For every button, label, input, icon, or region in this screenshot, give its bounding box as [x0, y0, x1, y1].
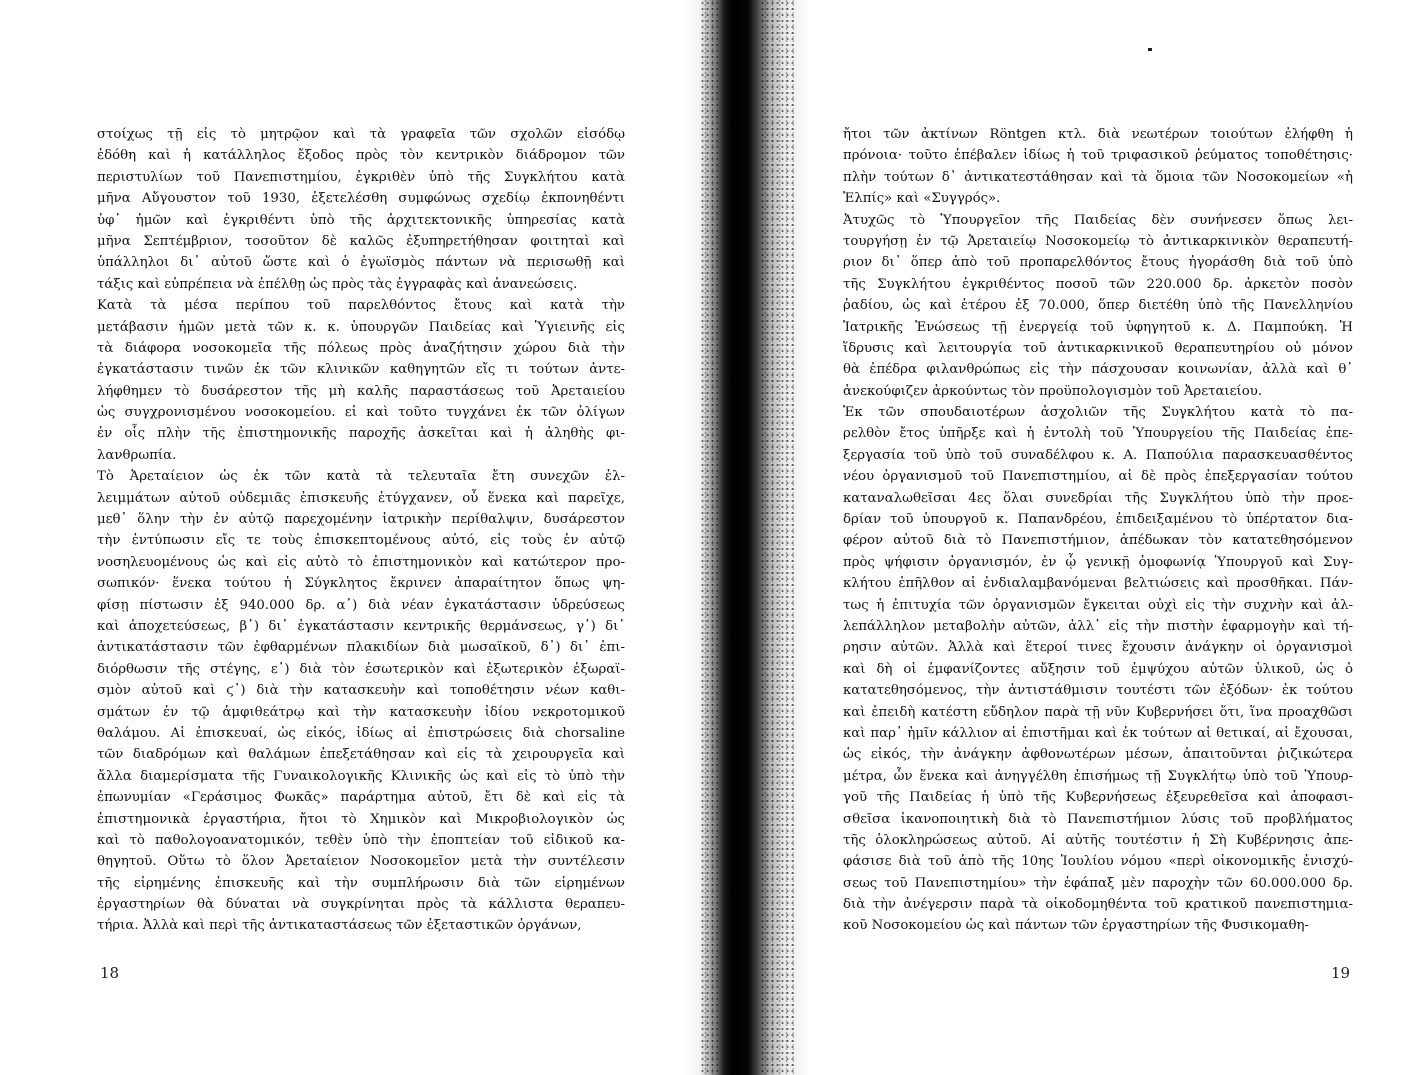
- text-line: καταναλωθεῖσαι 4ες ὅλαι συνεδρίαι τῆς Συγκλήτου ὑπὸ τὴν προε-: [843, 490, 1353, 506]
- text-line: τως ἡ ἐπιτυχία τῶν ὀργανισμῶν ἔγκειται οὐχὶ εἰς τὴν συχνὴν καὶ ἀλ-: [843, 597, 1353, 613]
- text-line: στοίχως τῇ εἰς τὸ μητρῷον καὶ τὰ γραφεῖα τῶν σχολῶν εἰσόδῳ: [97, 127, 625, 142]
- text-line: καὶ δὴ οἱ ἐμφανίζοντες αὔξησιν τοῦ ἐμψύχου αὐτῶν ὑλικοῦ, ὡς ὁ: [843, 661, 1353, 677]
- text-line: Ἐλπίς» καὶ «Συγγρός».: [843, 191, 1001, 207]
- right-page-number: 19: [1331, 964, 1351, 982]
- text-line: Κατὰ τὰ μέσα περίπου τοῦ παρελθόντος ἔτους καὶ κατὰ τὴν: [97, 298, 625, 314]
- text-line: πρόνοια· τοῦτο ἐπέβαλεν ἰδίως ἡ τοῦ τριφασικοῦ ῥεύματος τοποθέτησις·: [843, 148, 1353, 164]
- text-line: Ἀτυχῶς τὸ Ὑπουργεῖον τῆς Παιδείας δὲν συνήνεσεν ὅπως λει-: [843, 212, 1353, 228]
- text-line: ἐπωνυμίαν «Γεράσιμος Φωκᾶς» παράρτημα αὐτοῦ, ἔτι δὲ καὶ εἰς τὰ: [97, 790, 625, 806]
- text-line: μέτρα, ὧν ἕνεκα καὶ ἀνηγγέλθη ἐπισήμως τῇ Συγκλήτῳ ὑπὸ τοῦ Ὑπουρ-: [843, 768, 1353, 784]
- text-line: ὑπάλληλοι δι᾽ αὐτοῦ ὥστε καὶ ὁ ἐγωϊσμὸς πάντων νὰ περισωθῇ καὶ: [97, 255, 625, 271]
- text-line: ἀντικατάστασιν τῶν ἐφθαρμένων πλακιδίων διὰ μωσαϊκοῦ, δ᾽) δι᾽ ἐπι-: [97, 640, 625, 656]
- text-line: θὰ ἐπέδρα φιλανθρώπως εἰς τὴν πάσχουσαν κοινωνίαν, ἀλλὰ καὶ θ᾽: [843, 362, 1353, 378]
- gutter-scan-noise-right: [760, 0, 794, 1075]
- text-line: σμὸν αὐτοῦ καὶ ϛ᾽) διὰ τὴν κατασκευὴν καὶ τοποθέτησιν νέων καθι-: [97, 683, 625, 699]
- text-line: ῥαδίου, ὡς καὶ ἑτέρου ἐξ 70.000, ὅπερ διετέθη ὑπὸ τῆς Πανελληνίου: [843, 298, 1353, 314]
- left-page-text: [97, 124, 625, 937]
- text-line: Ἐκ τῶν σπουδαιοτέρων ἀσχολιῶν τῆς Συγκλήτου κατὰ τὸ πα-: [843, 405, 1353, 421]
- text-line: τὰ διάφορα νοσοκομεῖα τῆς πόλεως πρὸς ἀναζήτησιν χώρου διὰ τὴν: [97, 340, 625, 356]
- text-line: ρησιν αὐτῶν. Ἀλλὰ καὶ ἕτεροί τινες ἔχουσιν ἀνάγκην οἱ ὀργανισμοὶ: [843, 640, 1353, 656]
- text-line: διόρθωσιν τῆς στέγης, ε᾽) διὰ τὸν ἐσωτερικὸν καὶ ἐξωτερικὸν ἐξωραϊ-: [97, 661, 625, 677]
- text-line: σωπικόν· ἕνεκα τούτου ἡ Σύγκλητος ἔκρινεν ἀπαραίτητον ὅπως ψη-: [97, 576, 625, 592]
- text-line: κατατεθησόμενος, τὴν ἀντιστάθμισιν τουτέστι τῶν ἐξόδων· ἐκ τούτου: [843, 683, 1353, 699]
- text-line: νοσηλευομένους ὡς καὶ εἰς αὐτὸ τὸ ἐπιστημονικὸν καὶ κατώτερον προ-: [97, 554, 625, 570]
- text-line: ρελθὸν ἔτος ὑπῆρξε καὶ ἡ ἐντολὴ τοῦ Ὑπουργείου τῆς Παιδείας ἐπε-: [843, 426, 1353, 442]
- text-line: ἤτοι τῶν ἀκτίνων Röntgen κτλ. διὰ νεωτέρων τοιούτων ἐλήφθη ἡ: [843, 127, 1353, 142]
- text-line: θηγητοῦ. Οὕτω τὸ ὅλον Ἀρεταίειον Νοσοκομεῖον μετὰ τὴν συντέλεσιν: [97, 854, 625, 870]
- text-line: μῆνα Αὔγουστον τοῦ 1930, ἐξετελέσθη συμφώνως σχεδίῳ ἐκπονηθέντι: [97, 191, 625, 207]
- text-line: τὴν ἐντύπωσιν εἴς τε τοὺς ἐπισκεπτομένους αὐτό, εἰς τοὺς ἐν αὐτῷ: [97, 533, 625, 549]
- right-page-text: [843, 124, 1353, 937]
- text-line: τῆς Συγκλήτου ἐγκριθέντος ποσοῦ τῶν 220.000 δρ. ἀρκετὸν ποσὸν: [843, 276, 1353, 292]
- text-line: καὶ ἐπειδὴ κατέστη εὔδηλον παρὰ τῇ νῦν Κυβερνήσει ὅτι, ἵνα προαχθῶσι: [843, 704, 1353, 720]
- text-line: λεπάλληλον μεταβολὴν αὐτῶν, ἀλλ᾽ εἰς τὴν πιστὴν ἐφαρμογὴν καὶ τή-: [843, 618, 1353, 634]
- text-line: μετάβασιν ἡμῶν μετὰ τῶν κ. κ. ὑπουργῶν Παιδείας καὶ Ὑγιεινῆς εἰς: [97, 319, 625, 335]
- text-line: τῆς εἰρημένης ἐπισκευῆς καὶ τὴν συμπλήρωσιν διὰ τῶν εἰρημένων: [97, 875, 625, 891]
- text-line: περιστυλίων τοῦ Πανεπιστημίου, ἐγκριθὲν ὑπὸ τῆς Συγκλήτου κατὰ: [97, 169, 625, 185]
- text-line: φέρον αὐτοῦ διὰ τὸ Πανεπιστήμιον, ἀπέδωκαν τὸν κατατεθησόμενον: [843, 533, 1353, 549]
- text-line: ὡς συγχρονισμένου νοσοκομείου. εἰ καὶ τοῦτο τυγχάνει ἐκ τῶν ὀλίγων: [97, 405, 625, 421]
- text-line: δρίαν τοῦ ὑπουργοῦ κ. Παπανδρέου, ἐπιδειξαμένου τὸ ὑπέρτατον δια-: [843, 512, 1353, 528]
- text-line: τῆς ὁλοκληρώσεως αὐτοῦ. Αἱ αὐτῆς τουτέστιν ἡ Σὴ Κυβέρνησις ἀπε-: [843, 832, 1353, 848]
- text-line: ἄλλα διαμερίσματα τῆς Γυναικολογικῆς Κλινικῆς ὡς καὶ εἰς τὸ ὑπὸ τὴν: [97, 768, 625, 784]
- text-line: φίσῃ πίστωσιν ἐξ 940.000 δρ. α᾽) διὰ νέαν ἐγκατάστασιν ὑδρεύσεως: [97, 597, 625, 613]
- text-line: γοῦ τῆς Παιδείας ἡ ὑπὸ τῆς Κυβερνήσεως ἐξευρεθεῖσα καὶ ἀποφασι-: [843, 790, 1353, 806]
- text-line: μεθ᾽ ὅλην τὴν ἐν αὐτῷ παρεχομένην ἰατρικὴν περίθαλψιν, δυσάρεστον: [97, 512, 625, 528]
- text-line: σεως τοῦ Πανεπιστημίου» τὴν ἐφάπαξ μὲν παροχὴν τῶν 60.000.000 δρ.: [843, 875, 1353, 891]
- text-line: ἐγκατάστασιν τινῶν ἐκ τῶν κλινικῶν καθηγητῶν εἴς τι τούτων ἀντε-: [97, 362, 625, 378]
- text-line: ἐργαστηρίων θὰ δύναται νὰ συγκρίνηται πρὸς τὰ κάλλιστα θεραπευ-: [97, 897, 625, 913]
- text-line: ὡς εἰκός, τὴν ἀνάγκην ἀφθονωτέρων μέσων, ἀπαιτοῦνται ῥιζικώτερα: [843, 747, 1353, 763]
- text-line: καὶ παρ᾽ ἡμῖν κάλλιον αἱ ἐπιστῆμαι καὶ ἐκ τούτων αἱ θετικαί, αἱ ἔχουσαι,: [843, 725, 1353, 741]
- text-line: ἐδόθη καὶ ἡ κατάλληλος ἔξοδος πρὸς τὸν κεντρικὸν διάδρομον τῶν: [97, 148, 625, 164]
- text-line: ριον δι᾽ ὅπερ ἀπὸ τοῦ προπαρελθόντος ἔτους ἠγοράσθη διὰ τοῦ ὑπὸ: [843, 255, 1353, 271]
- text-line: ἀνεκούφιζεν ἀρκούντως τὸν προϋπολογισμὸν τοῦ Ἀρεταιείου.: [843, 383, 1263, 399]
- text-line: λειμμάτων αὐτοῦ οὐδεμιᾶς ἐπισκευῆς ἐτύγχανεν, οὗ ἕνεκα καὶ παρεῖχε,: [97, 490, 625, 506]
- text-line: ὑφ᾽ ἡμῶν καὶ ἐγκριθέντι ὑπὸ τῆς ἀρχιτεκτονικῆς ὑπηρεσίας κατὰ: [97, 212, 625, 228]
- text-line: νέου ὀργανισμοῦ τοῦ Πανεπιστημίου, αἱ δὲ πρὸς ἐπεξεργασίαν τούτου: [843, 469, 1353, 485]
- text-line: σμάτων ἐν τῷ ἀμφιθεάτρῳ καὶ τὴν κατασκευὴν ἰδίου νεκροτομικοῦ: [97, 704, 625, 720]
- text-line: τουργήσῃ ἐν τῷ Ἀρεταιείῳ Νοσοκομείῳ τὸ ἀντικαρκινικὸν θεραπευτή-: [843, 233, 1353, 249]
- text-line: σθεῖσα ἱκανοποιητικὴ διὰ τὸ Πανεπιστήμιον λύσις τοῦ προβλήματος: [843, 811, 1353, 827]
- text-line: κλήτου ἐπῆλθον αἱ ἐνδιαλαμβανόμεναι βελτιώσεις καὶ προσθῆκαι. Πάν-: [843, 576, 1353, 592]
- text-line: λήφθημεν τὸ δυσάρεστον τῆς μὴ καλῆς παραστάσεως τοῦ Ἀρεταιείου: [97, 383, 625, 399]
- text-line: ἵδρυσις καὶ λειτουργία τοῦ ἀντικαρκινικοῦ θεραπευτηρίου οὐ μόνον: [843, 340, 1353, 356]
- scan-speck: [1148, 48, 1152, 51]
- text-line: Τὸ Ἀρεταίειον ὡς ἐκ τῶν κατὰ τὰ τελευταῖα ἔτη συνεχῶν ἐλ-: [97, 469, 625, 485]
- text-line: πρὸς ψήφισιν ὀργανισμόν, ἐν ᾧ γενικῇ ὁμοφωνίᾳ Ὑπουργοῦ καὶ Συγ-: [843, 554, 1353, 570]
- text-line: καὶ ἀποχετεύσεως, β᾽) δι᾽ ἐγκατάστασιν κεντρικῆς θερμάνσεως, γ᾽) δι᾽: [97, 618, 625, 634]
- text-line: λανθρωπία.: [97, 447, 177, 463]
- text-line: τῶν διαδρόμων καὶ θαλάμων ἐπεξετάθησαν καὶ εἰς τὰ χειρουργεῖα καὶ: [97, 747, 625, 763]
- text-line: καὶ τὸ παθολογοανατομικόν, τεθὲν ὑπὸ τὴν ἐποπτείαν τοῦ εἰδικοῦ κα-: [97, 832, 625, 848]
- text-line: πλὴν τούτων δ᾽ ἀντικατεστάθησαν καὶ τὰ ὅμοια τῶν Νοσοκομείων «ἡ: [843, 169, 1353, 185]
- text-line: διὰ τὴν ἀνέγερσιν παρὰ τὰ οἰκοδομηθέντα τοῦ κρατικοῦ πανεπιστημια-: [843, 897, 1353, 913]
- text-line: τάξις καὶ εὐπρέπεια νὰ ἐπέλθῃ ὡς πρὸς τὰς ἐγγραφὰς καὶ ἀνανεώσεις.: [97, 276, 578, 292]
- text-line: ἐπιστημονικὰ ἐργαστήρια, ἤτοι τὸ Χημικὸν καὶ Μικροβιολογικὸν ὡς: [97, 811, 625, 827]
- left-page-number: 18: [100, 964, 120, 982]
- text-line: τήρια. Ἀλλὰ καὶ περὶ τῆς ἀντικαταστάσεως τῶν ἐξεταστικῶν ὀργάνων,: [97, 918, 582, 934]
- text-line: φάσισε διὰ τοῦ ἀπὸ τῆς 10ης Ἰουλίου νόμου «περὶ οἰκονομικῆς ἐνισχύ-: [843, 854, 1353, 870]
- text-line: ξεργασία τοῦ ὑπὸ τοῦ συναδέλφου κ. Α. Παπούλια παρασκευασθέντος: [843, 447, 1353, 463]
- gutter-scan-noise-left: [700, 0, 718, 1075]
- text-line: μῆνα Σεπτέμβριον, τοσοῦτον δὲ καλῶς ἐξυπηρετήθησαν φοιτηταὶ καὶ: [97, 233, 625, 249]
- text-line: ἐν οἷς πλὴν τῆς ἐπιστημονικῆς παροχῆς ἀσκεῖται καὶ ἡ ἀληθὴς φι-: [97, 426, 625, 442]
- text-line: θαλάμου. Αἱ ἐπισκευαί, ὡς εἰκός, ἰδίως αἱ ἐπιστρώσεις διὰ chorsaline: [97, 725, 625, 741]
- text-line: κοῦ Νοσοκομείου ὡς καὶ πάντων τῶν ἐργαστηρίων τῆς Φυσικομαθη-: [843, 918, 1309, 934]
- text-line: Ἰατρικῆς Ἑνώσεως τῇ ἐνεργείᾳ τοῦ ὑφηγητοῦ κ. Δ. Παμπούκη. Ἡ: [843, 319, 1353, 335]
